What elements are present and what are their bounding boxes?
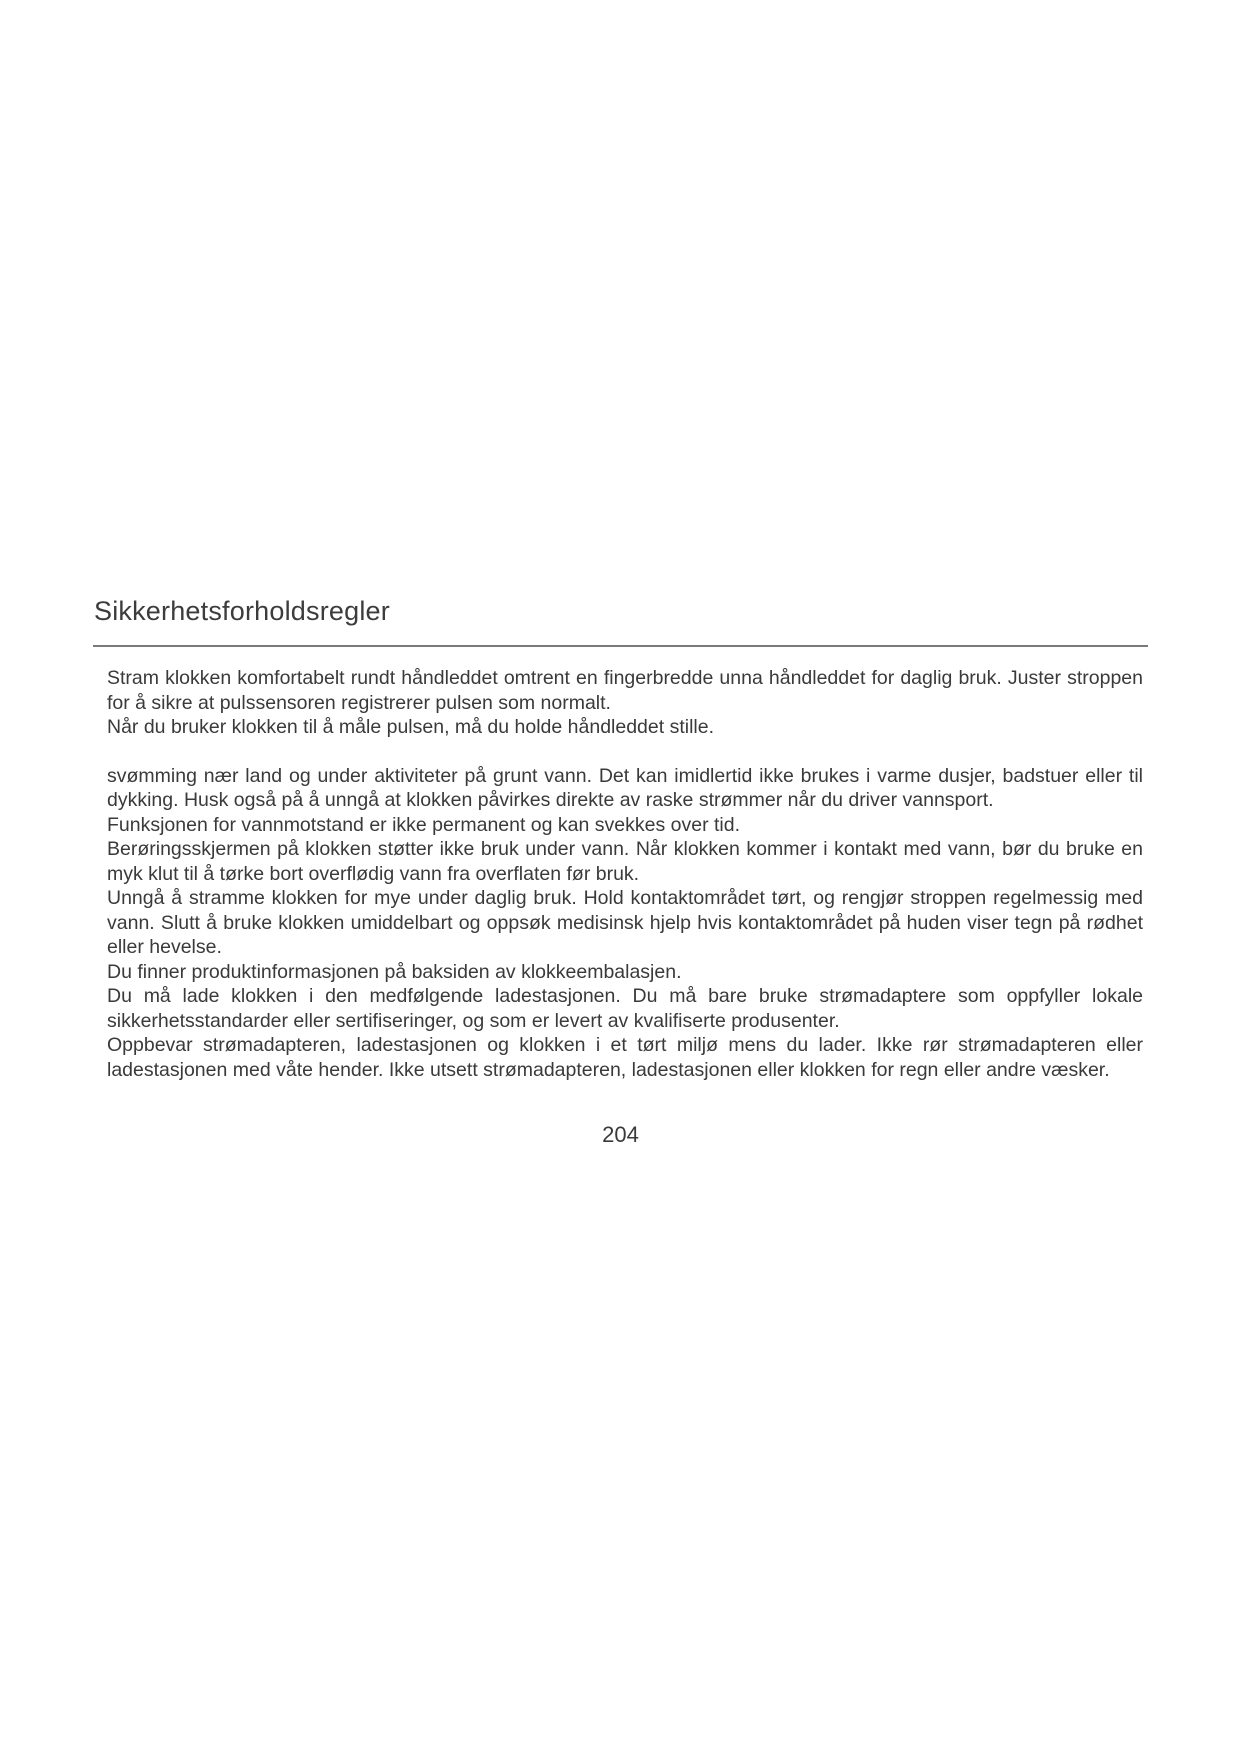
paragraph-hold-still: Når du bruker klokken til å måle pulsen, må du holde håndleddet stille. [107, 716, 715, 738]
page-number: 204 [602, 1122, 639, 1147]
paragraph-strap-fit: Stram klokken komfortabelt rundt håndleddet omtrent en fingerbredde unna håndleddet for daglig bruk. Juster stroppen for å sikre at pulssensoren registrerer pulsen som normalt. [107, 667, 1143, 714]
paragraph-swimming: svømming nær land og under aktiviteter på grunt vann. Det kan imidlertid ikke brukes i varme dusjer, badstuer eller til dykking. Husk også på å unngå at klokken påvirkes direkte av raske strømmer når du driver vannsport. [107, 764, 1143, 811]
body-text [107, 666, 1143, 1082]
paragraph-storage: Oppbevar strømadapteren, ladestasjonen og klokken i et tørt miljø mens du lader. Ikke rør strømadapteren eller ladestasjonen med våte hender. Ikke utsett strømadapteren, ladestasjonen eller klokken for regn eller andre væsker. [107, 1034, 1143, 1081]
paragraph-skin-contact: Unngå å stramme klokken for mye under daglig bruk. Hold kontaktområdet tørt, og rengjør stroppen regelmessig med vann. Slutt å bruke klokken umiddelbart og oppsøk medisinsk hjelp hvis kontaktområdet på huden viser tegn på rødhet eller hevelse. [107, 887, 1143, 958]
title-divider [93, 645, 1148, 647]
paragraph-water-resistance: Funksjonen for vannmotstand er ikke permanent og kan svekkes over tid. [107, 813, 740, 836]
section-title: Sikkerhetsforholdsregler [94, 596, 390, 626]
paragraph-product-info: Du finner produktinformasjonen på baksiden av klokkeembalasjen. [107, 960, 682, 983]
paragraph-charging: Du må lade klokken i den medfølgende ladestasjonen. Du må bare bruke strømadaptere som oppfyller lokale sikkerhetsstandarder eller sertifiseringer, og som er levert av kvalifiserte produsenter. [107, 985, 1143, 1032]
paragraph-touchscreen: Berøringsskjermen på klokken støtter ikke bruk under vann. Når klokken kommer i kontakt med vann, bør du bruke en myk klut til å tørke bort overflødig vann fra overflaten før bruk. [107, 838, 1143, 885]
